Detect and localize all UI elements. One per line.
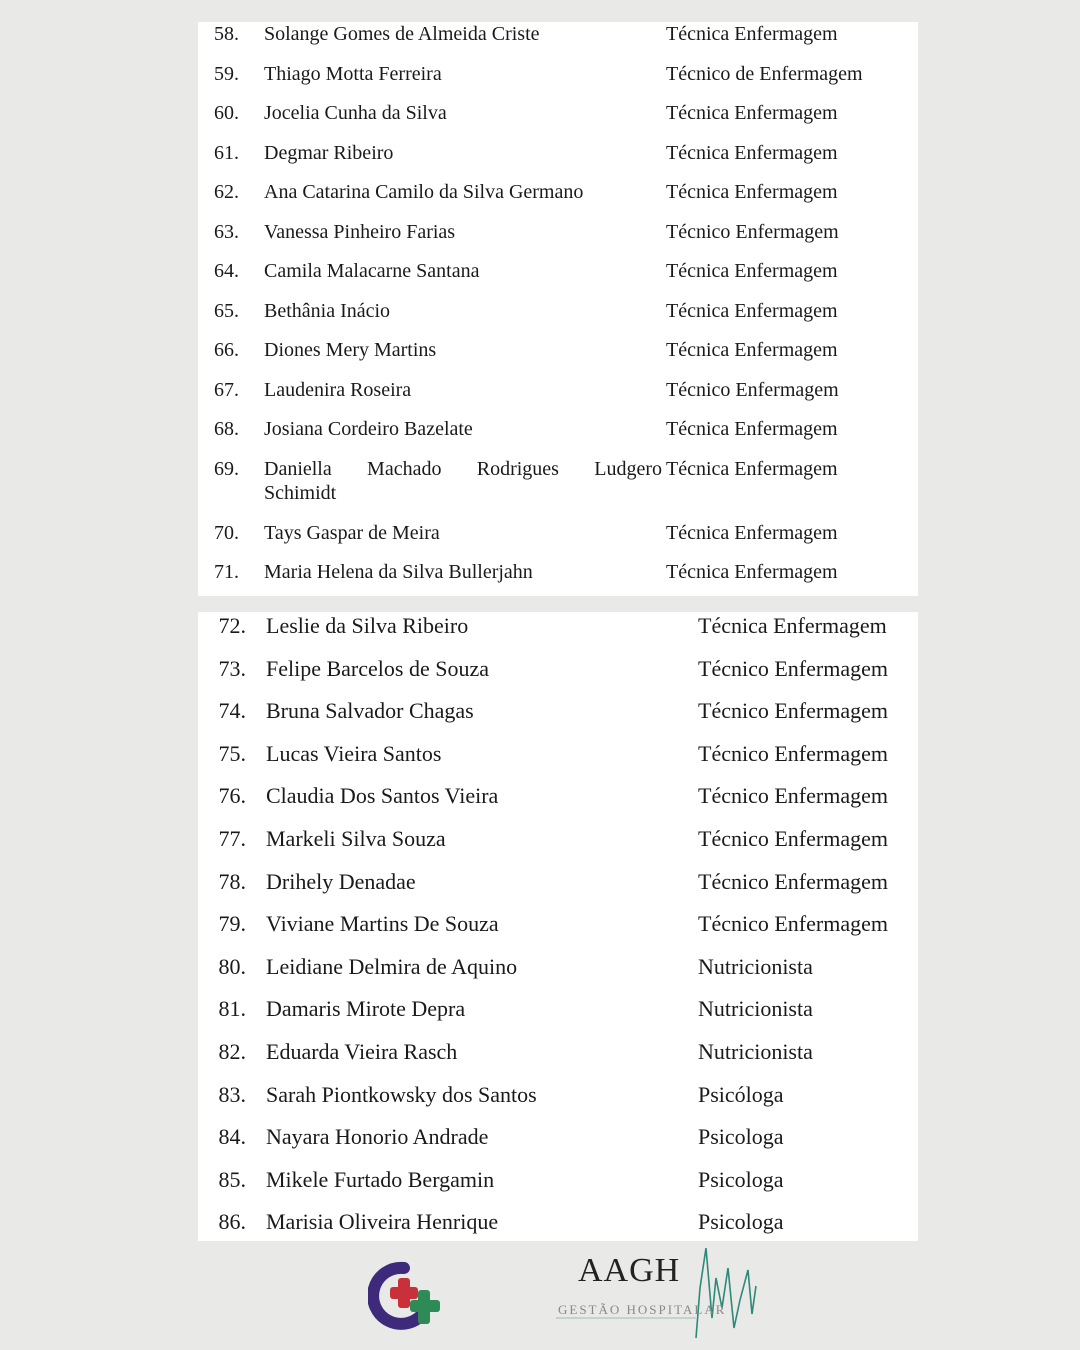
item-name: Markeli Silva Souza — [266, 825, 446, 851]
item-role: Técnica Enfermagem — [666, 339, 838, 361]
list-item — [198, 1081, 918, 1124]
item-number: 78. — [218, 868, 246, 894]
item-number: 84. — [218, 1124, 246, 1150]
item-role: Técnico Enfermagem — [698, 868, 888, 894]
item-number: 74. — [218, 698, 246, 724]
list-sheet-part1 — [198, 22, 918, 596]
footer-logos — [0, 1248, 1080, 1350]
list-item — [198, 521, 918, 561]
item-number: 65. — [214, 299, 239, 322]
list-item — [198, 782, 918, 825]
list-item — [198, 338, 918, 378]
item-name: Eduarda Vieira Rasch — [266, 1038, 458, 1064]
item-role: Psicologa — [698, 1124, 784, 1150]
item-name-word: Daniella — [264, 457, 332, 480]
aagh-title: AAGH — [578, 1252, 681, 1289]
item-number: 79. — [218, 911, 246, 937]
item-name: Ana Catarina Camilo da Silva Germano — [264, 181, 584, 203]
list-item — [198, 62, 918, 102]
item-name: Jocelia Cunha da Silva — [264, 102, 447, 124]
list-item — [198, 655, 918, 698]
item-role: Técnica Enfermagem — [666, 418, 838, 440]
item-name: Claudia Dos Santos Vieira — [266, 783, 499, 809]
list-item — [198, 953, 918, 996]
list-item — [198, 180, 918, 220]
item-number: 80. — [218, 953, 246, 979]
item-number: 83. — [218, 1081, 246, 1107]
item-number: 68. — [214, 418, 239, 440]
item-name: Solange Gomes de Almeida Criste — [264, 23, 540, 45]
item-name: Vanessa Pinheiro Farias — [264, 220, 456, 243]
item-number: 67. — [214, 378, 239, 401]
item-name: Diones Mery Martins — [264, 339, 437, 361]
item-role: Nutricionista — [698, 996, 813, 1022]
item-name: Damaris Mirote Depra — [266, 996, 466, 1022]
item-number: 75. — [218, 740, 246, 766]
item-name-continuation: Schimidt — [264, 481, 337, 504]
item-name: Drihely Denadae — [266, 868, 416, 894]
list-item — [198, 101, 918, 141]
gh-cross-logo-icon — [368, 1260, 444, 1332]
list-item — [198, 457, 918, 521]
list-sheet-part2 — [198, 612, 918, 1241]
item-role: Técnica Enfermagem — [666, 102, 838, 124]
list-item — [198, 697, 918, 740]
item-number: 82. — [218, 1038, 246, 1064]
item-number: 60. — [214, 102, 239, 124]
item-number: 81. — [218, 996, 246, 1022]
item-role: Técnica Enfermagem — [666, 521, 838, 544]
item-number: 61. — [214, 141, 239, 164]
item-role: Técnica Enfermagem — [698, 613, 887, 638]
item-name: Laudenira Roseira — [264, 378, 412, 401]
list-item — [198, 825, 918, 868]
item-name: Camila Malacarne Santana — [264, 260, 480, 282]
list-item — [198, 22, 918, 62]
item-number: 69. — [214, 457, 239, 480]
list-item — [198, 259, 918, 299]
item-role: Nutricionista — [698, 1038, 813, 1064]
item-role: Técnico Enfermagem — [698, 655, 888, 681]
item-name: Bethânia Inácio — [264, 299, 391, 322]
item-name: Viviane Martins De Souza — [266, 911, 499, 937]
item-number: 76. — [218, 783, 246, 809]
list-item — [198, 1208, 918, 1251]
item-role: Técnica Enfermagem — [666, 23, 838, 45]
item-name: Bruna Salvador Chagas — [266, 698, 474, 724]
item-role: Técnico Enfermagem — [666, 378, 839, 401]
item-name — [264, 457, 662, 481]
list-item — [198, 1166, 918, 1209]
item-number: 58. — [214, 23, 239, 45]
item-role: Psicologa — [698, 1209, 784, 1235]
item-role: Técnica Enfermagem — [666, 181, 838, 203]
item-name: Marisia Oliveira Henrique — [266, 1209, 499, 1235]
item-number: 77. — [218, 825, 246, 851]
aagh-subtitle: GESTÃO HOSPITALAR — [558, 1302, 727, 1317]
item-number: 85. — [218, 1166, 246, 1192]
item-name: Felipe Barcelos de Souza — [266, 655, 489, 681]
list-item — [198, 995, 918, 1038]
list-item — [198, 1123, 918, 1166]
item-name: Degmar Ribeiro — [264, 141, 394, 164]
item-name-word: Rodrigues — [476, 457, 559, 480]
item-number: 86. — [218, 1209, 246, 1235]
item-name: Leslie da Silva Ribeiro — [266, 613, 469, 638]
item-role: Técnica Enfermagem — [666, 141, 838, 164]
item-name: Thiago Motta Ferreira — [264, 62, 442, 85]
item-number: 73. — [218, 655, 246, 681]
item-role: Psicóloga — [698, 1081, 784, 1107]
aagh-logo — [556, 1248, 766, 1348]
list-item — [198, 220, 918, 260]
item-name-word: Ludgero — [594, 457, 662, 480]
item-role: Nutricionista — [698, 953, 813, 979]
item-number: 70. — [214, 521, 239, 544]
item-role: Técnico Enfermagem — [698, 825, 888, 851]
item-name: Maria Helena da Silva Bullerjahn — [264, 561, 533, 583]
item-name: Lucas Vieira Santos — [266, 740, 442, 766]
item-number: 72. — [218, 613, 246, 638]
list-item — [198, 560, 918, 600]
item-name-word: Machado — [367, 457, 442, 480]
item-number: 71. — [214, 561, 239, 583]
item-number: 59. — [214, 62, 239, 85]
item-number: 62. — [214, 181, 239, 203]
list-item — [198, 910, 918, 953]
list-item — [198, 141, 918, 181]
item-number: 63. — [214, 220, 239, 243]
list-item — [198, 868, 918, 911]
item-role: Técnica Enfermagem — [666, 260, 838, 282]
list-item — [198, 299, 918, 339]
item-role: Técnico Enfermagem — [666, 220, 839, 243]
list-item — [198, 417, 918, 457]
item-role: Técnico de Enfermagem — [666, 62, 863, 85]
item-role: Técnico Enfermagem — [698, 740, 888, 766]
item-name: Nayara Honorio Andrade — [266, 1124, 489, 1150]
item-name: Sarah Piontkowsky dos Santos — [266, 1081, 537, 1107]
item-role: Técnico Enfermagem — [698, 911, 888, 937]
item-role: Técnica Enfermagem — [666, 561, 838, 583]
list-item — [198, 1038, 918, 1081]
item-role: Técnica Enfermagem — [666, 299, 838, 322]
list-item — [198, 740, 918, 783]
list-item — [198, 612, 918, 655]
item-number: 66. — [214, 339, 239, 361]
item-name: Josiana Cordeiro Bazelate — [264, 418, 473, 440]
item-role: Técnico Enfermagem — [698, 698, 888, 724]
item-number: 64. — [214, 260, 239, 282]
item-name: Mikele Furtado Bergamin — [266, 1166, 495, 1192]
item-name: Tays Gaspar de Meira — [264, 521, 440, 544]
item-role: Psicologa — [698, 1166, 784, 1192]
item-role: Técnica Enfermagem — [666, 457, 838, 480]
item-name: Leidiane Delmira de Aquino — [266, 953, 518, 979]
list-item — [198, 378, 918, 418]
item-role: Técnico Enfermagem — [698, 783, 888, 809]
